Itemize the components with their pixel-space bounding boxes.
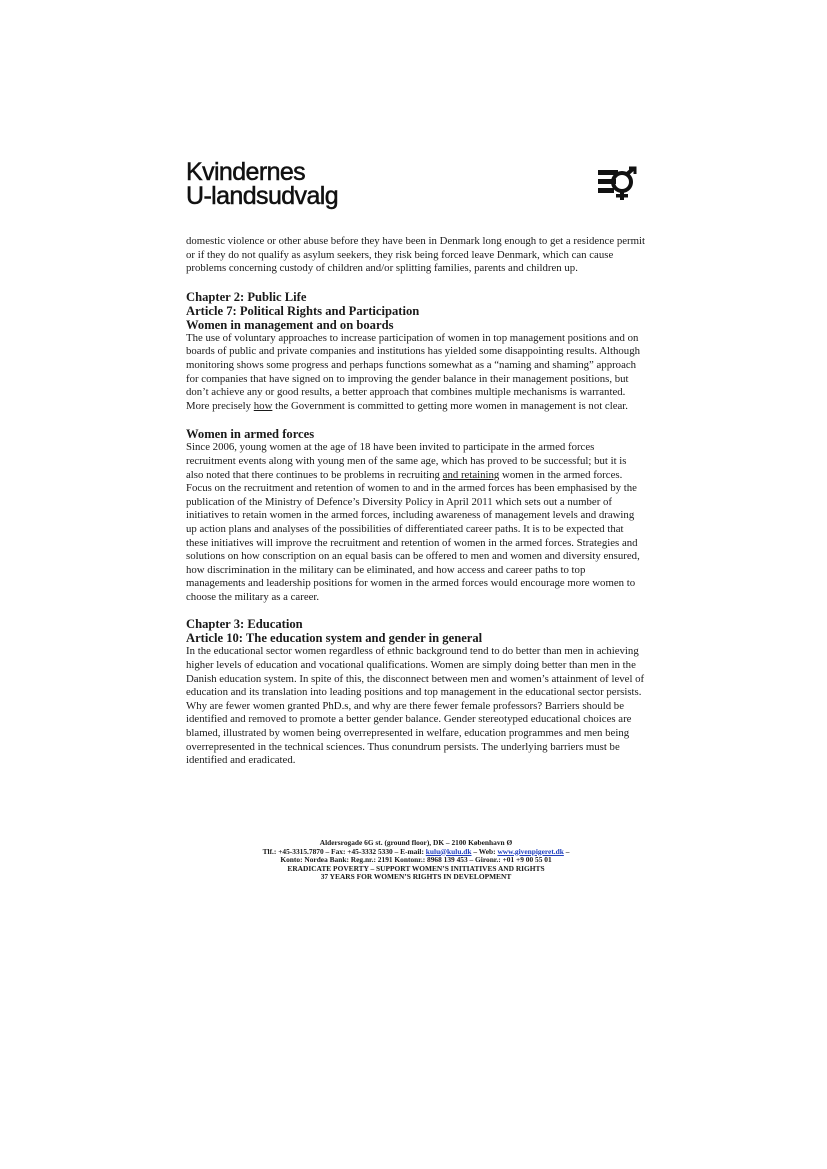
women-organization-emblem-icon xyxy=(596,166,638,202)
section-management-heading: Women in management and on boards xyxy=(186,317,394,332)
section-armed-forces-heading: Women in armed forces xyxy=(186,427,315,442)
footer-years: 37 YEARS FOR WOMEN’S RIGHTS IN DEVELOPMENT xyxy=(320,872,512,882)
organization-logo xyxy=(186,160,338,208)
section-management-paragraph: The use of voluntary approaches to increase participation of women in top management positions and on boards of public and private companies and institutions has yielded some disappointing results. Although monitoring shows some progress and perhaps functions somewhat as a “naming and shaming” approach for companies that have signed on to improving the gender balance in their management positions, but don’t achieve any or good results, a better approach that combines multiple mechanisms is warranted. More precisely how the Government is committed to getting more women in management is not clear. xyxy=(186,331,641,412)
footer-contact: Tlf.: +45-3315.7870 – Fax: +45-3332 5330 – E-mail: kulu@kulu.dk – Web: www.givenpigeret.dk – xyxy=(262,846,570,856)
footer-bank: Konto: Nordea Bank: Reg.nr.: 2191 Kontonr.: 8968 139 453 – Gironr.: +01 +9 00 55 01 xyxy=(280,855,552,865)
page-footer xyxy=(186,839,646,882)
footer-address: Aldersrogade 6G st. (ground floor), DK – 2100 København Ø xyxy=(319,838,513,847)
logo-line-2: U-landsudvalg xyxy=(186,182,339,210)
logo-line-1: Kvindernes xyxy=(186,158,306,186)
article-7-title: Article 7: Political Rights and Participation xyxy=(186,303,420,318)
document-body xyxy=(186,235,646,768)
email-link[interactable]: kulu@kulu.dk xyxy=(425,846,472,856)
footer-slogan: ERADICATE POVERTY – SUPPORT WOMEN’S INITIATIVES AND RIGHTS xyxy=(287,863,545,873)
education-paragraph: In the educational sector women regardless of ethnic background tend to do better than men in achieving higher levels of education and vocational qualifications. Women are simply doing better than men in the Danish education system. In spite of this, the disconnect between men and women’s attainment of level of education and its translation into leading positions and top management in the educational sector persists. Why are fewer women granted PhD.s, and why are there fewer female professors? Barriers should be identified and removed to promote a better gender balance. Gender stereotyped educational choices are blamed, illustrated by women being overrepresented in welfare, education programmes and men being overrepresented in the technical sciences. Thus conundrum persists. The underlying barriers must be identified and eradicated. xyxy=(186,645,645,767)
chapter-3-title: Chapter 3: Education xyxy=(186,617,303,632)
intro-paragraph: domestic violence or other abuse before they have been in Denmark long enough to get a residence permit or if they do not qualify as asylum seekers, they risk being forced leave Denmark, which can cause problems concerning custody of children and/or splitting families, parents and children up. xyxy=(186,235,645,275)
article-10-title: Article 10: The education system and gender in general xyxy=(186,631,483,646)
section-armed-forces-paragraph: Since 2006, young women at the age of 18 have been invited to participate in the armed forces recruitment events along with young men of the same age, which has proved to be successful; but it is also noted that there continues to be problems in recruiting and retaining women in the armed forces. Focus on the recruitment and retention of women to and in the armed forces has been emphasised by the publication of the Ministry of Defence’s Diversity Policy in April 2011 which sets out a number of initiatives to retain women in the armed forces, including awareness of management levels and drawing up action plans and analyses of the possibilities of differentiated career paths. It is to be expected that these initiatives will improve the recruitment and retention of women in the armed forces. Strategies and solutions on how conscription on an equal basis can be offered to men and women and diversity ensured, how discrimination in the military can be eliminated, and how access and career paths to top managements and leadership positions for women in the armed forces would encourage more women to choose the military as a career. xyxy=(186,441,640,603)
chapter-2-title: Chapter 2: Public Life xyxy=(186,289,307,304)
website-link[interactable]: www.givenpigeret.dk xyxy=(497,846,564,856)
